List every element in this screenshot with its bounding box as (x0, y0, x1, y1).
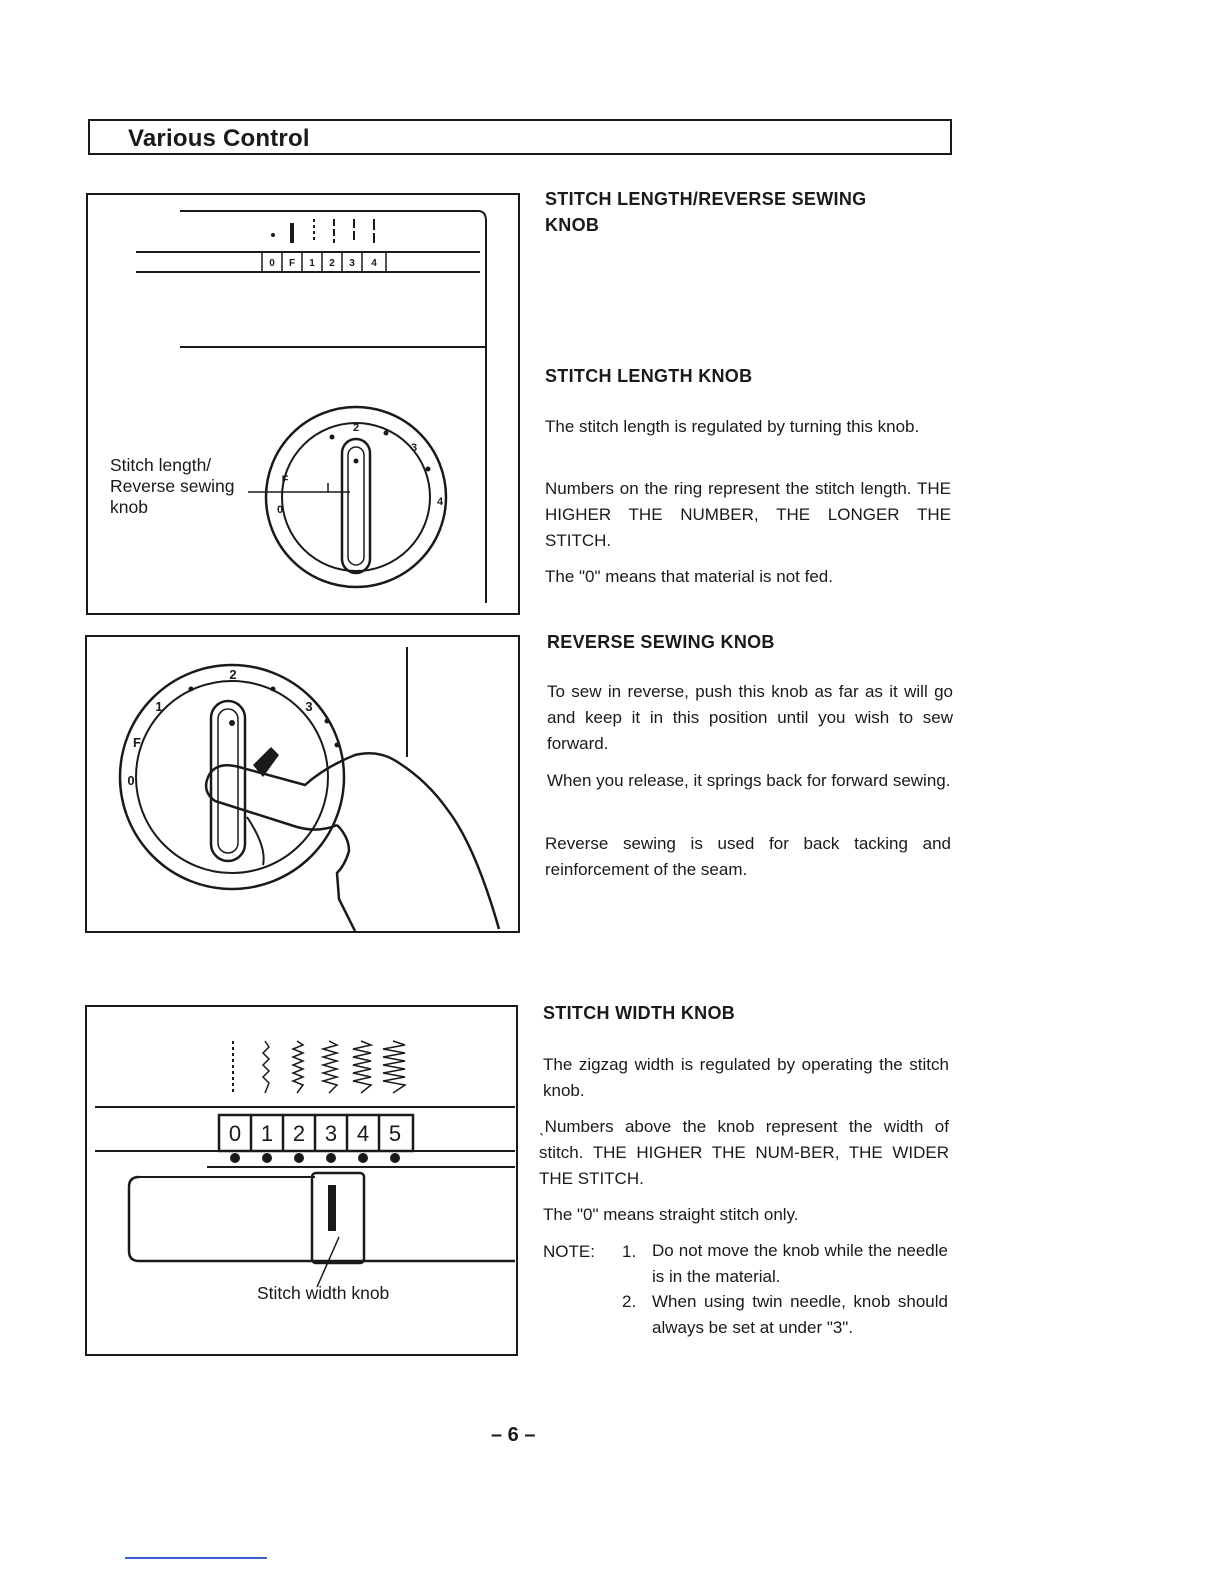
dial-number-3: 3 (305, 699, 313, 714)
stitch-width-paragraph-3: The "0" means straight stitch only. (543, 1205, 799, 1224)
dial-number-3: 3 (410, 442, 418, 454)
stitch-length-heading: STITCH LENGTH KNOB (545, 366, 753, 386)
stitch-length-reverse-heading-line2: KNOB (545, 215, 600, 235)
scale-label-2: 2 (329, 258, 335, 269)
dial-number-0: 0 (127, 773, 135, 788)
dial-number-F: F (281, 474, 289, 486)
stitch-length-illustration (88, 195, 520, 615)
page-title: Various Control (128, 125, 310, 152)
dial-number-2: 2 (229, 667, 237, 682)
stitch-length-callout-line2: Reverse sewing (110, 476, 235, 496)
dial-number-4: 4 (436, 496, 444, 508)
reverse-sewing-paragraph-3: Reverse sewing is used for back tacking and reinforcement of the seam. (545, 834, 951, 879)
section-header (88, 119, 952, 155)
stitch-length-paragraph-2: Numbers on the ring represent the stitch length. THE HIGHER THE NUMBER, THE LONGER THE STITCH. (545, 479, 951, 550)
scale-label-0: 0 (269, 258, 275, 269)
dial-number-0: 0 (276, 504, 284, 516)
stitch-width-figure (85, 1005, 518, 1356)
stitch-width-callout: Stitch width knob (257, 1283, 390, 1303)
note-1-number: 1. (622, 1242, 637, 1261)
dial-number-2: 2 (352, 422, 360, 434)
scale-label-1: 1 (309, 258, 315, 269)
page-number: – 6 – (491, 1424, 536, 1446)
width-scale-3: 3 (324, 1121, 338, 1146)
stitch-length-paragraph-3: The "0" means that material is not fed. (545, 567, 833, 586)
reverse-sewing-heading: REVERSE SEWING KNOB (547, 632, 775, 652)
stitch-length-figure (86, 193, 520, 615)
stitch-length-reverse-heading-line1: STITCH LENGTH/REVERSE SEWING (545, 189, 867, 209)
width-scale-1: 1 (260, 1121, 274, 1146)
reverse-sewing-paragraph-2: When you release, it springs back for forward sewing. (547, 771, 951, 790)
reverse-sewing-paragraph-1: To sew in reverse, push this knob as far as it will go and keep it in this position until you wish to sew forward. (547, 682, 953, 753)
stitch-width-paragraph-2: ˎNumbers above the knob represent the width of stitch. THE HIGHER THE NUM-BER, THE WIDER THE STITCH. (539, 1117, 949, 1188)
note-2-number: 2. (622, 1292, 637, 1311)
stitch-width-paragraph-1: The zigzag width is regulated by operating the stitch knob. (543, 1055, 949, 1100)
dial-number-F: F (133, 735, 141, 750)
stitch-length-callout-line3: knob (110, 497, 148, 517)
reverse-sewing-illustration (87, 637, 520, 933)
width-scale-4: 4 (356, 1121, 370, 1146)
note-label: NOTE: (543, 1242, 595, 1261)
width-scale-2: 2 (292, 1121, 306, 1146)
scale-label-4: 4 (371, 258, 377, 269)
note-1-text: Do not move the knob while the needle is in the material. (652, 1241, 948, 1286)
scan-artifact-line (125, 1557, 267, 1559)
dial-number-1: 1 (155, 699, 163, 714)
scale-label-F: F (288, 258, 296, 269)
scale-label-3: 3 (349, 258, 355, 269)
note-2-text: When using twin needle, knob should always be set at under "3". (652, 1292, 948, 1337)
width-scale-0: 0 (228, 1121, 242, 1146)
reverse-sewing-figure (85, 635, 520, 933)
stitch-width-heading: STITCH WIDTH KNOB (543, 1003, 736, 1023)
width-scale-5: 5 (388, 1121, 402, 1146)
stitch-length-callout-line1: Stitch length/ (110, 455, 212, 475)
stitch-length-paragraph-1: The stitch length is regulated by turning this knob. (545, 417, 920, 436)
